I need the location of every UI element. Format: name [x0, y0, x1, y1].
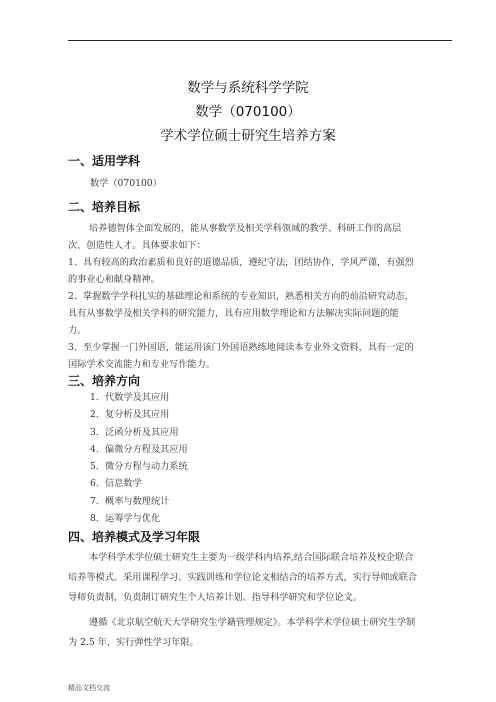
paragraph-line: 1、具有较高的政治素质和良好的道德品质，遵纪守法，团结协作，学风严谨，有强烈	[68, 257, 414, 268]
section-heading-training-directions: 三、培养方向	[68, 374, 141, 388]
paragraph-line: 3、至少掌握一门外国语，能运用该门外国语熟练地阅读本专业外文资料，具有一定的	[68, 342, 414, 353]
paragraph-line: 培养德智体全面发展的，能从事数学及相关学科领域的教学、科研工作的高层	[89, 223, 402, 234]
paragraph-line: 为 2.5 年，实行弹性学习年限。	[68, 637, 199, 648]
section-heading-training-goals: 二、培养目标	[68, 200, 141, 214]
paragraph-line: 2、掌握数学学科扎实的基础理论和系统的专业知识，熟悉相关方向的前沿研究动态，	[68, 291, 414, 302]
list-item: 5．微分方程与动力系统	[90, 461, 188, 473]
program-title: 学术学位硕士研究生培养方案	[160, 128, 336, 144]
list-item: 8．运筹学与优化	[90, 513, 161, 525]
list-item: 7．概率与数理统计	[90, 495, 170, 507]
paragraph-line: 次、创造性人才。具体要求如下：	[68, 240, 206, 251]
list-item: 1．代数学及其应用	[90, 392, 170, 403]
section-heading-training-mode: 四、培养模式及学习年限	[68, 530, 201, 544]
paragraph-line: 遵循《北京航空航天大学研究生学籍管理规定》。本学科学术学位硕士研究生学制	[89, 617, 416, 628]
list-item: 4．偏微分方程及其应用	[90, 443, 188, 455]
school-title: 数学与系统科学学院	[187, 80, 309, 96]
paragraph-line: 国际学术交流能力和专业写作能力。	[68, 359, 215, 370]
paragraph-line: 本学科学术学位硕士研究生主要为一级学科内培养,结合国际联合培养及校企联合	[89, 552, 414, 563]
direction-list	[90, 389, 188, 527]
paragraph-line: 力。	[68, 325, 87, 336]
list-item: 2．复分析及其应用	[90, 409, 170, 421]
paragraph-line: 具有从事数学及相关学科的研究能力，具有应用数学理论和方法解决实际问题的能	[68, 308, 399, 319]
footer-text: 精品文档交流	[68, 684, 110, 692]
header-rule	[68, 40, 452, 41]
list-item: 3．泛函分析及其应用	[90, 426, 179, 438]
applicable-discipline-text: 数学（070100）	[90, 178, 162, 189]
section-heading-applicable-discipline: 一、适用学科	[68, 154, 141, 168]
discipline-title: 数学（070100）	[195, 104, 301, 120]
paragraph-line: 的事业心和献身精神。	[68, 274, 160, 285]
paragraph-line: 导师负责制，负责制订研究生个人培养计划、指导科学研究和学位论文。	[68, 592, 362, 603]
paragraph-line: 培养等模式。采用课程学习、实践训练和学位论文相结合的培养方式，实行导师或联合	[68, 572, 418, 583]
list-item: 6．信息数学	[90, 478, 142, 490]
